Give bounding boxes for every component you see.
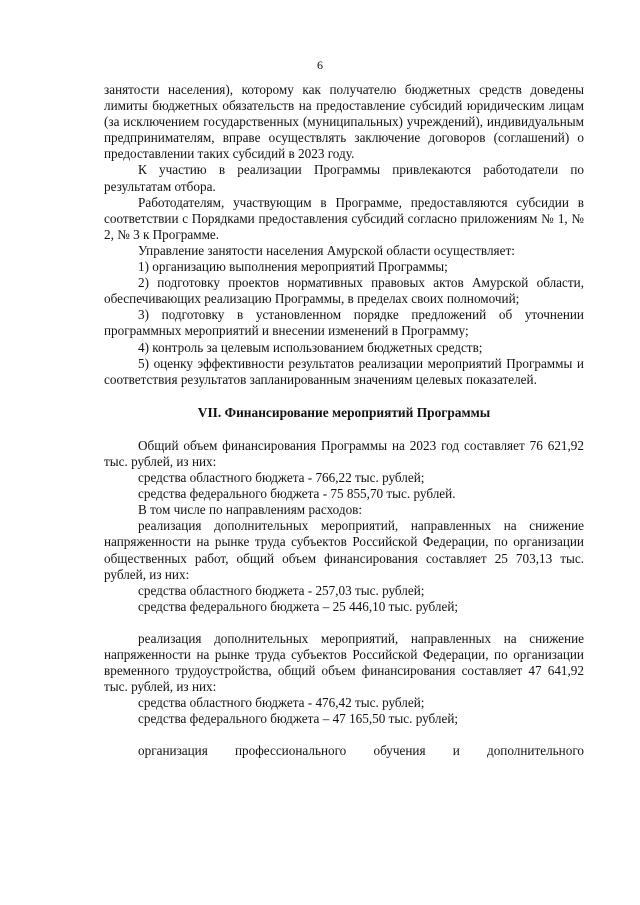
list-item: 1) организацию выполнения мероприятий Программы; xyxy=(138,259,448,275)
paragraph: средства областного бюджета - 257,03 тыс. рублей; xyxy=(138,582,425,598)
spacer xyxy=(104,727,584,743)
paragraph: реализация дополнительных мероприятий, направленных на снижение напряженности на рынке труда субъектов Российской Федерации, по организации временного трудоустройства, общий объем финансирования составляет 47 641,92 тыс. рублей, из них: xyxy=(104,630,584,695)
paragraph: средства федерального бюджета – 25 446,10 тыс. рублей; xyxy=(138,598,459,614)
paragraph: Работодателям, участвующим в Программе, предоставляются субсидии в соответствии с Порядками предоставления субсидий согласно приложениям № 1, № 2, № 3 к Программе. xyxy=(104,194,584,242)
paragraph: занятости населения), которому как получателю бюджетных средств доведены лимиты бюджетных обязательств на предоставление субсидий юридическим лицам (за исключением государственных (муниципальных) учреждений), индивидуальным предпринимателям, вправе осуществлять заключение договоров (соглашений) о предоставлении таких субсидий в 2023 году. xyxy=(104,82,584,162)
section-heading: VII. Финансирование мероприятий Программы xyxy=(197,404,491,420)
list-item: 3) подготовку в установленном порядке предложений об уточнении программных мероприятий и внесении изменений в Программу; xyxy=(104,307,584,339)
list-item: 4) контроль за целевым использованием бюджетных средств; xyxy=(138,339,483,355)
page-number: 6 xyxy=(317,58,323,72)
list-item: 2) подготовку проектов нормативных правовых актов Амурской области, обеспечивающих реализацию Программы, в пределах своих полномочий; xyxy=(104,275,584,307)
paragraph: реализация дополнительных мероприятий, направленных на снижение напряженности на рынке труда субъектов Российской Федерации, по организации общественных работ, общий объем финансирования составляет 25 703,13 тыс. рублей, из них: xyxy=(104,518,584,582)
paragraph: средства федерального бюджета – 47 165,50 тыс. рублей; xyxy=(138,711,459,727)
paragraph: Управление занятости населения Амурской области осуществляет: xyxy=(138,242,515,258)
paragraph: средства областного бюджета - 766,22 тыс. рублей; xyxy=(138,470,425,486)
paragraph: Общий объем финансирования Программы на 2023 год составляет 76 621,92 тыс. рублей, из них: xyxy=(104,437,584,469)
spacer xyxy=(104,615,584,631)
list-item: 5) оценку эффективности результатов реализации мероприятий Программы и соответствия результатов запланированным значениям целевых показателей. xyxy=(104,355,584,387)
paragraph: средства областного бюджета - 476,42 тыс. рублей; xyxy=(138,695,425,711)
paragraph: В том числе по направлениям расходов: xyxy=(138,502,363,518)
paragraph: К участию в реализации Программы привлекаются работодатели по результатам отбора. xyxy=(104,162,584,194)
paragraph: средства федерального бюджета - 75 855,70 тыс. рублей. xyxy=(138,486,456,502)
document-body xyxy=(104,82,584,760)
paragraph: организация профессионального обучения и дополнительного xyxy=(138,743,584,759)
